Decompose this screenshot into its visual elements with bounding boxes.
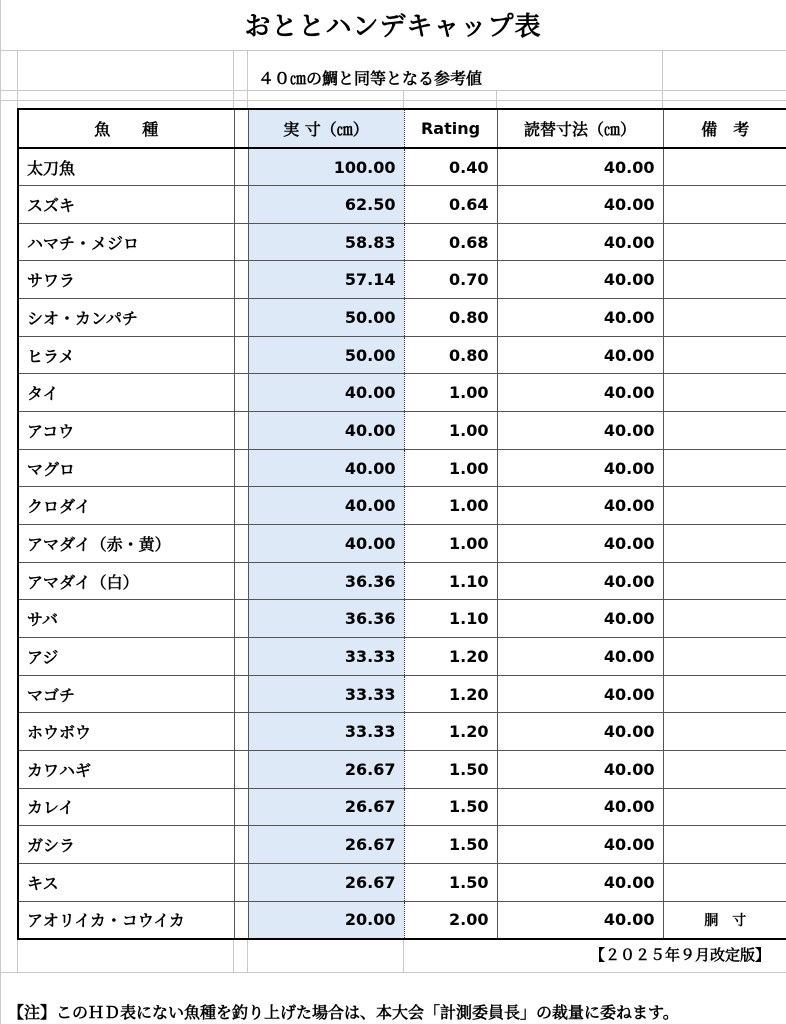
read-size-cell: 40.00 <box>497 449 663 487</box>
spacer-cell <box>234 148 248 186</box>
fish-name-cell: キス <box>18 863 234 901</box>
rating-cell: 1.50 <box>404 826 497 864</box>
table-row <box>18 299 786 337</box>
footnote: 【注】このＨＤ表にない魚種を釣り上げた場合は、本大会「計測委員長」の裁量に委ねます。 <box>8 1003 679 1022</box>
fish-name-cell: アマダイ（白） <box>18 562 234 600</box>
table-row <box>18 863 786 901</box>
fish-name-cell: カレイ <box>18 788 234 826</box>
note-cell <box>663 600 786 638</box>
table-row <box>18 261 786 299</box>
read-size-cell: 40.00 <box>497 863 663 901</box>
actual-size-cell: 26.67 <box>248 788 404 826</box>
read-size-cell: 40.00 <box>497 675 663 713</box>
fish-name-cell: クロダイ <box>18 487 234 525</box>
actual-size-cell: 40.00 <box>248 525 404 563</box>
fish-name-cell: ホウボウ <box>18 713 234 751</box>
table-row <box>18 901 786 939</box>
spacer-cell <box>234 412 248 450</box>
note-cell <box>663 412 786 450</box>
note-cell <box>663 562 786 600</box>
actual-size-cell: 40.00 <box>248 449 404 487</box>
spacer-cell <box>234 261 248 299</box>
actual-size-cell: 62.50 <box>248 186 404 224</box>
read-size-cell: 40.00 <box>497 525 663 563</box>
actual-size-cell: 57.14 <box>248 261 404 299</box>
fish-name-cell: スズキ <box>18 186 234 224</box>
spacer-cell <box>234 600 248 638</box>
spacer-cell <box>234 374 248 412</box>
note-cell <box>663 675 786 713</box>
spacer-cell <box>234 826 248 864</box>
note-cell <box>663 186 786 224</box>
note-cell <box>663 713 786 751</box>
header-fish: 魚 種 <box>18 109 234 148</box>
actual-size-cell: 26.67 <box>248 826 404 864</box>
fish-name-cell: ハマチ・メジロ <box>18 223 234 261</box>
actual-size-cell: 50.00 <box>248 299 404 337</box>
spacer-cell <box>234 223 248 261</box>
note-cell <box>663 863 786 901</box>
table-row <box>18 600 786 638</box>
read-size-cell: 40.00 <box>497 223 663 261</box>
fish-name-cell: アマダイ（赤・黄） <box>18 525 234 563</box>
rating-cell: 0.68 <box>404 223 497 261</box>
actual-size-cell: 20.00 <box>248 901 404 939</box>
table-row <box>18 336 786 374</box>
actual-size-cell: 50.00 <box>248 336 404 374</box>
actual-size-cell: 33.33 <box>248 638 404 676</box>
read-size-cell: 40.00 <box>497 901 663 939</box>
note-cell <box>663 826 786 864</box>
note-cell <box>663 788 786 826</box>
spacer-cell <box>234 638 248 676</box>
rating-cell: 1.50 <box>404 788 497 826</box>
rating-cell: 1.10 <box>404 600 497 638</box>
read-size-cell: 40.00 <box>497 487 663 525</box>
read-size-cell: 40.00 <box>497 826 663 864</box>
spacer-cell <box>234 562 248 600</box>
rating-cell: 1.00 <box>404 449 497 487</box>
rating-cell: 1.10 <box>404 562 497 600</box>
actual-size-cell: 33.33 <box>248 675 404 713</box>
rating-cell: 1.20 <box>404 638 497 676</box>
actual-size-cell: 40.00 <box>248 487 404 525</box>
rating-cell: 1.00 <box>404 374 497 412</box>
note-cell <box>663 449 786 487</box>
note-cell <box>663 525 786 563</box>
note-cell <box>663 299 786 337</box>
fish-name-cell: アオリイカ・コウイカ <box>18 901 234 939</box>
table-row <box>18 186 786 224</box>
fish-name-cell: カワハギ <box>18 751 234 789</box>
table-row <box>18 525 786 563</box>
table-row <box>18 374 786 412</box>
spacer-cell <box>234 863 248 901</box>
rating-cell: 0.64 <box>404 186 497 224</box>
rating-cell: 0.70 <box>404 261 497 299</box>
table-row <box>18 788 786 826</box>
actual-size-cell: 36.36 <box>248 600 404 638</box>
read-size-cell: 40.00 <box>497 299 663 337</box>
spacer-cell <box>234 525 248 563</box>
note-cell <box>663 751 786 789</box>
read-size-cell: 40.00 <box>497 600 663 638</box>
fish-name-cell: アコウ <box>18 412 234 450</box>
actual-size-cell: 36.36 <box>248 562 404 600</box>
rating-cell: 1.20 <box>404 675 497 713</box>
table-row <box>18 412 786 450</box>
table-row <box>18 223 786 261</box>
fish-name-cell: アジ <box>18 638 234 676</box>
table-row <box>18 751 786 789</box>
actual-size-cell: 40.00 <box>248 374 404 412</box>
header-rating: Rating <box>404 109 497 148</box>
header-actual: 実 寸（㎝） <box>248 109 404 148</box>
actual-size-cell: 58.83 <box>248 223 404 261</box>
read-size-cell: 40.00 <box>497 374 663 412</box>
spacer-cell <box>234 336 248 374</box>
spacer-cell <box>234 713 248 751</box>
header-spacer <box>234 109 248 148</box>
read-size-cell: 40.00 <box>497 336 663 374</box>
rating-cell: 0.40 <box>404 148 497 186</box>
read-size-cell: 40.00 <box>497 788 663 826</box>
rating-cell: 1.00 <box>404 412 497 450</box>
spacer-cell <box>234 186 248 224</box>
fish-name-cell: ガシラ <box>18 826 234 864</box>
read-size-cell: 40.00 <box>497 412 663 450</box>
note-cell <box>663 638 786 676</box>
rating-cell: 0.80 <box>404 336 497 374</box>
note-cell <box>663 223 786 261</box>
rating-cell: 1.50 <box>404 863 497 901</box>
handicap-table <box>17 108 786 940</box>
read-size-cell: 40.00 <box>497 562 663 600</box>
spacer-cell <box>234 299 248 337</box>
read-size-cell: 40.00 <box>497 638 663 676</box>
note-cell <box>663 336 786 374</box>
read-size-cell: 40.00 <box>497 186 663 224</box>
table-row <box>18 562 786 600</box>
note-cell <box>663 148 786 186</box>
note-cell <box>663 261 786 299</box>
read-size-cell: 40.00 <box>497 261 663 299</box>
table-row <box>18 713 786 751</box>
note-cell <box>663 487 786 525</box>
header-read: 読替寸法（㎝） <box>497 109 663 148</box>
spacer-cell <box>234 449 248 487</box>
rating-cell: 1.00 <box>404 525 497 563</box>
page-title: おととハンデキャップ表 <box>244 12 542 42</box>
spacer-cell <box>234 751 248 789</box>
fish-name-cell: ヒラメ <box>18 336 234 374</box>
actual-size-cell: 40.00 <box>248 412 404 450</box>
note-cell: 胴 寸 <box>663 901 786 939</box>
revision-label: 【２０２５年９月改定版】 <box>589 946 770 964</box>
spacer-cell <box>234 788 248 826</box>
fish-name-cell: サバ <box>18 600 234 638</box>
fish-name-cell: サワラ <box>18 261 234 299</box>
spacer-cell <box>234 675 248 713</box>
rating-cell: 1.50 <box>404 751 497 789</box>
fish-name-cell: 太刀魚 <box>18 148 234 186</box>
table-row <box>18 487 786 525</box>
actual-size-cell: 26.67 <box>248 751 404 789</box>
spacer-cell <box>234 901 248 939</box>
read-size-cell: 40.00 <box>497 751 663 789</box>
rating-cell: 0.80 <box>404 299 497 337</box>
table-row <box>18 638 786 676</box>
header-note: 備 考 <box>663 109 786 148</box>
read-size-cell: 40.00 <box>497 713 663 751</box>
subtitle: ４０㎝の鯛と同等となる参考値 <box>258 69 483 88</box>
fish-name-cell: マグロ <box>18 449 234 487</box>
fish-name-cell: マゴチ <box>18 675 234 713</box>
rating-cell: 1.00 <box>404 487 497 525</box>
note-cell <box>663 374 786 412</box>
table-row <box>18 449 786 487</box>
actual-size-cell: 100.00 <box>248 148 404 186</box>
table-row <box>18 675 786 713</box>
actual-size-cell: 33.33 <box>248 713 404 751</box>
table-header-row <box>18 109 786 148</box>
spacer-cell <box>234 487 248 525</box>
actual-size-cell: 26.67 <box>248 863 404 901</box>
rating-cell: 1.20 <box>404 713 497 751</box>
fish-name-cell: タイ <box>18 374 234 412</box>
table-row <box>18 148 786 186</box>
read-size-cell: 40.00 <box>497 148 663 186</box>
table-row <box>18 826 786 864</box>
rating-cell: 2.00 <box>404 901 497 939</box>
fish-name-cell: シオ・カンパチ <box>18 299 234 337</box>
